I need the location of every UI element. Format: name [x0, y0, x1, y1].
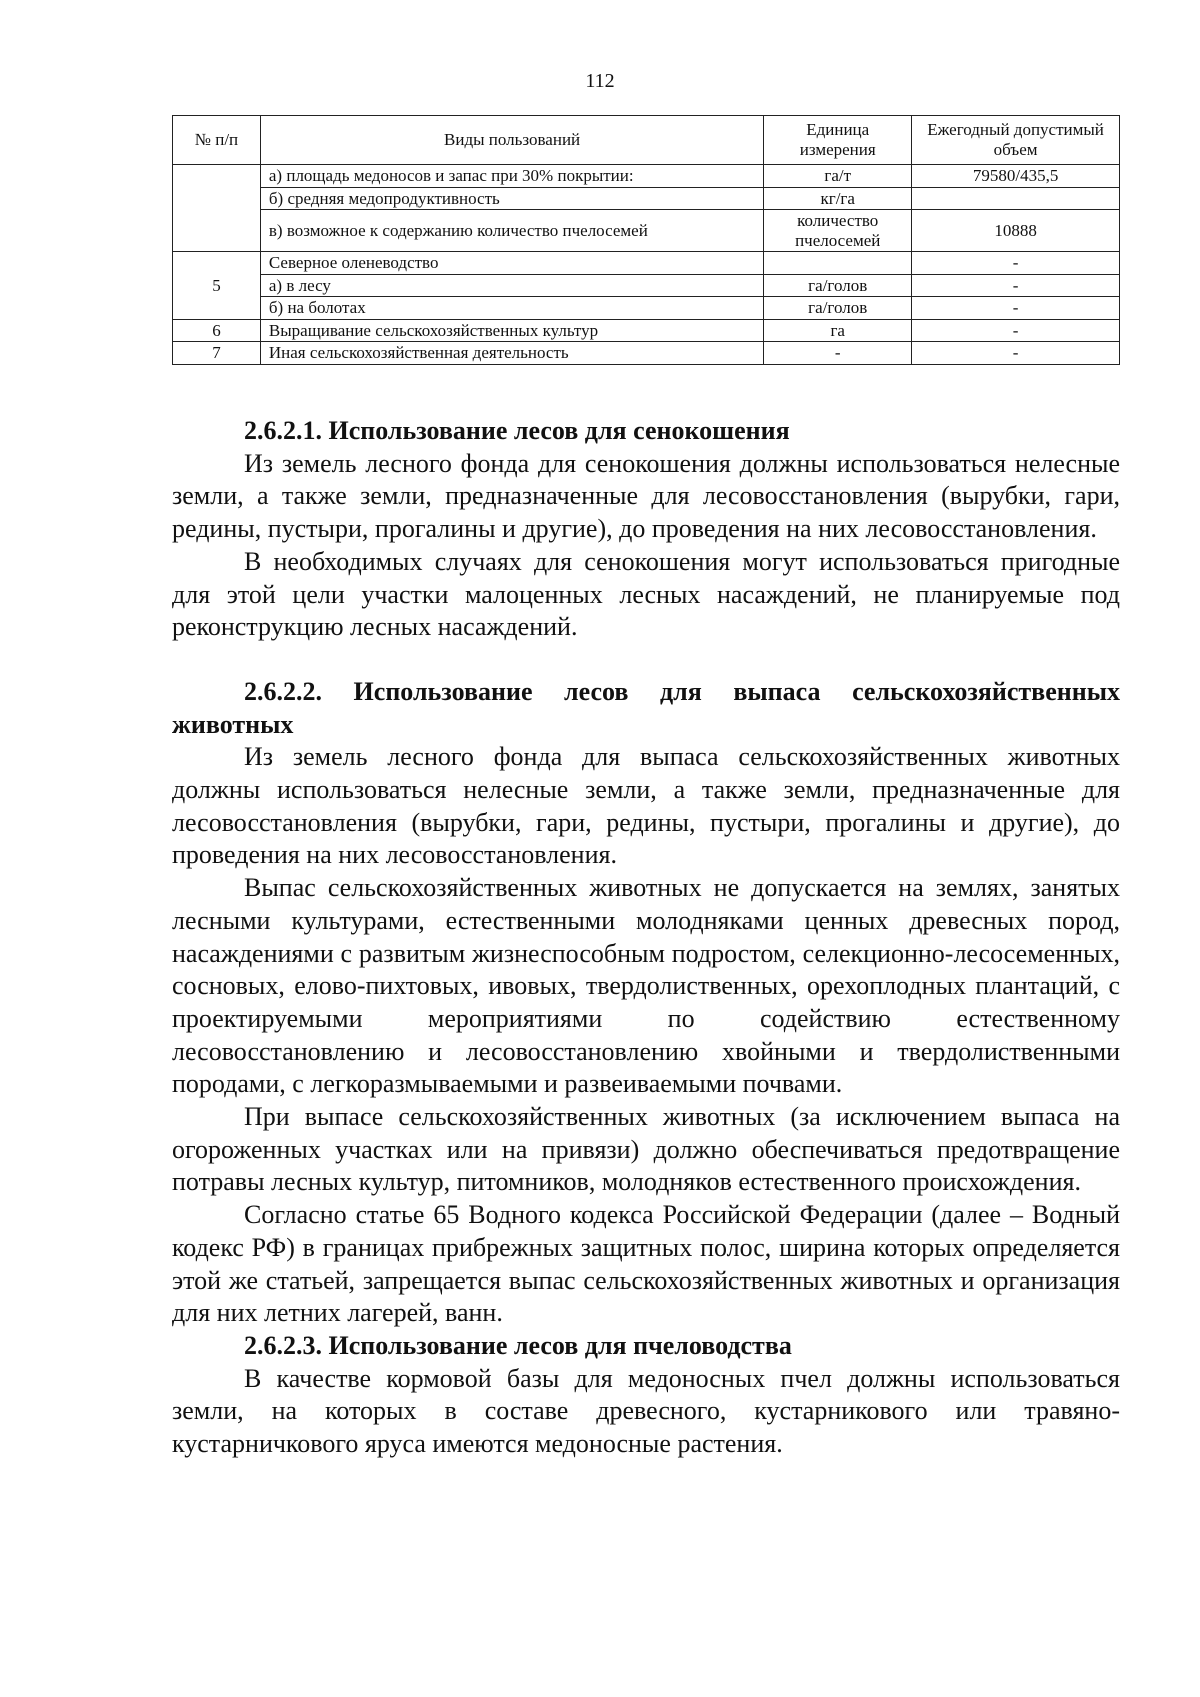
- table-cell-volume: [912, 187, 1120, 210]
- table-cell-unit: кг/га: [764, 187, 912, 210]
- section-heading-grazing: 2.6.2.2. Использование лесов для выпаса сельскохозяйственных животных: [172, 676, 1120, 739]
- paragraph: В необходимых случаях для сенокошения могут использоваться пригодные для этой цели участки малоценных лесных насаждений, не планируемые под реконструкцию лесных насаждений.: [172, 546, 1120, 642]
- table-header-row: [173, 116, 1120, 165]
- table-cell-kind: Северное оленеводство: [260, 252, 763, 275]
- paragraph: Из земель лесного фонда для сенокошения должны использоваться нелесные земли, а также земли, предназначенные для лесовосстановления (вырубки, гари, редины, пустыри, прогалины и другие), до проведения на них лесовосстановления.: [172, 448, 1120, 544]
- table-cell-kind: Выращивание сельскохозяйственных культур: [260, 319, 763, 342]
- table-cell-volume: 10888: [912, 210, 1120, 252]
- table-cell-number: [173, 165, 261, 252]
- table-cell-kind: в) возможное к содержанию количество пчелосемей: [260, 210, 763, 252]
- paragraph: Выпас сельскохозяйственных животных не допускается на землях, занятых лесными культурами, естественными молодняками ценных древесных пород, насаждениями с развитым жизнеспособным подростом, селекционно-лесосеменных, сосновых, елово-пихтовых, ивовых, твердолиственных, орехоплодных плантаций, с проектируемыми мероприятиями по содействию естественному лесовосстановлению и лесовосстановлению хвойными и твердолиственными породами, с легкоразмываемыми и развеиваемыми почвами.: [172, 873, 1120, 1099]
- table-cell-volume: -: [912, 342, 1120, 365]
- table-row: [173, 319, 1120, 342]
- section-heading-beekeeping: 2.6.2.3. Использование лесов для пчеловодства: [244, 1330, 792, 1360]
- table-cell-number: 6: [173, 319, 261, 342]
- table-cell-kind: а) в лесу: [260, 274, 763, 297]
- header-number: № п/п: [173, 116, 261, 165]
- table-cell-kind: а) площадь медоносов и запас при 30% покрытии:: [260, 165, 763, 188]
- table-cell-unit: количество пчелосемей: [764, 210, 912, 252]
- header-unit: Единица измерения: [764, 116, 912, 165]
- table-row: [173, 342, 1120, 365]
- table-cell-unit: га/т: [764, 165, 912, 188]
- table-row: [173, 274, 1120, 297]
- page-number: 112: [585, 70, 615, 92]
- table-row: [173, 165, 1120, 188]
- table-cell-volume: -: [912, 297, 1120, 320]
- table-cell-unit: га/голов: [764, 297, 912, 320]
- paragraph: Из земель лесного фонда для выпаса сельскохозяйственных животных должны использоваться нелесные земли, а также земли, предназначенные для лесовосстановления (вырубки, гари, редины, пустыри, прогалины и другие), до проведения на них лесовосстановления.: [172, 742, 1120, 870]
- table-row: [173, 187, 1120, 210]
- paragraph: Согласно статье 65 Водного кодекса Российской Федерации (далее – Водный кодекс РФ) в границах прибрежных защитных полос, ширина которых определяется этой же статьей, запрещается выпас сельскохозяйственных животных и организация для них летних лагерей, ванн.: [172, 1200, 1120, 1328]
- header-annual-volume: Ежегодный допустимый объем: [912, 116, 1120, 165]
- table-cell-volume: -: [912, 274, 1120, 297]
- paragraph: При выпасе сельскохозяйственных животных (за исключением выпаса на огороженных участках или на привязи) должно обеспечиваться предотвращение потравы лесных культур, питомников, молодняков естественного происхождения.: [172, 1102, 1120, 1197]
- table-row: [173, 252, 1120, 275]
- table-cell-kind: б) на болотах: [260, 297, 763, 320]
- table-cell-kind: Иная сельскохозяйственная деятельность: [260, 342, 763, 365]
- paragraph: В качестве кормовой базы для медоносных пчел должны использоваться земли, на которых в составе древесного, кустарникового или травяно-кустарничкового яруса имеются медоносные растения.: [172, 1363, 1120, 1459]
- table-cell-number: 5: [173, 252, 261, 320]
- table-cell-kind: б) средняя медопродуктивность: [260, 187, 763, 210]
- table-row: [173, 210, 1120, 252]
- table-row: [173, 297, 1120, 320]
- section-heading-haymaking: 2.6.2.1. Использование лесов для сенокошения: [244, 416, 790, 445]
- table-cell-unit: га/голов: [764, 274, 912, 297]
- table-cell-number: 7: [173, 342, 261, 365]
- usage-table: [172, 115, 1120, 365]
- table-cell-volume: -: [912, 319, 1120, 342]
- table-cell-volume: -: [912, 252, 1120, 275]
- header-usage-kind: Виды пользований: [260, 116, 763, 165]
- table-cell-unit: [764, 252, 912, 275]
- table-cell-unit: -: [764, 342, 912, 365]
- table-cell-unit: га: [764, 319, 912, 342]
- document-body: [172, 415, 1120, 1461]
- table-cell-volume: 79580/435,5: [912, 165, 1120, 188]
